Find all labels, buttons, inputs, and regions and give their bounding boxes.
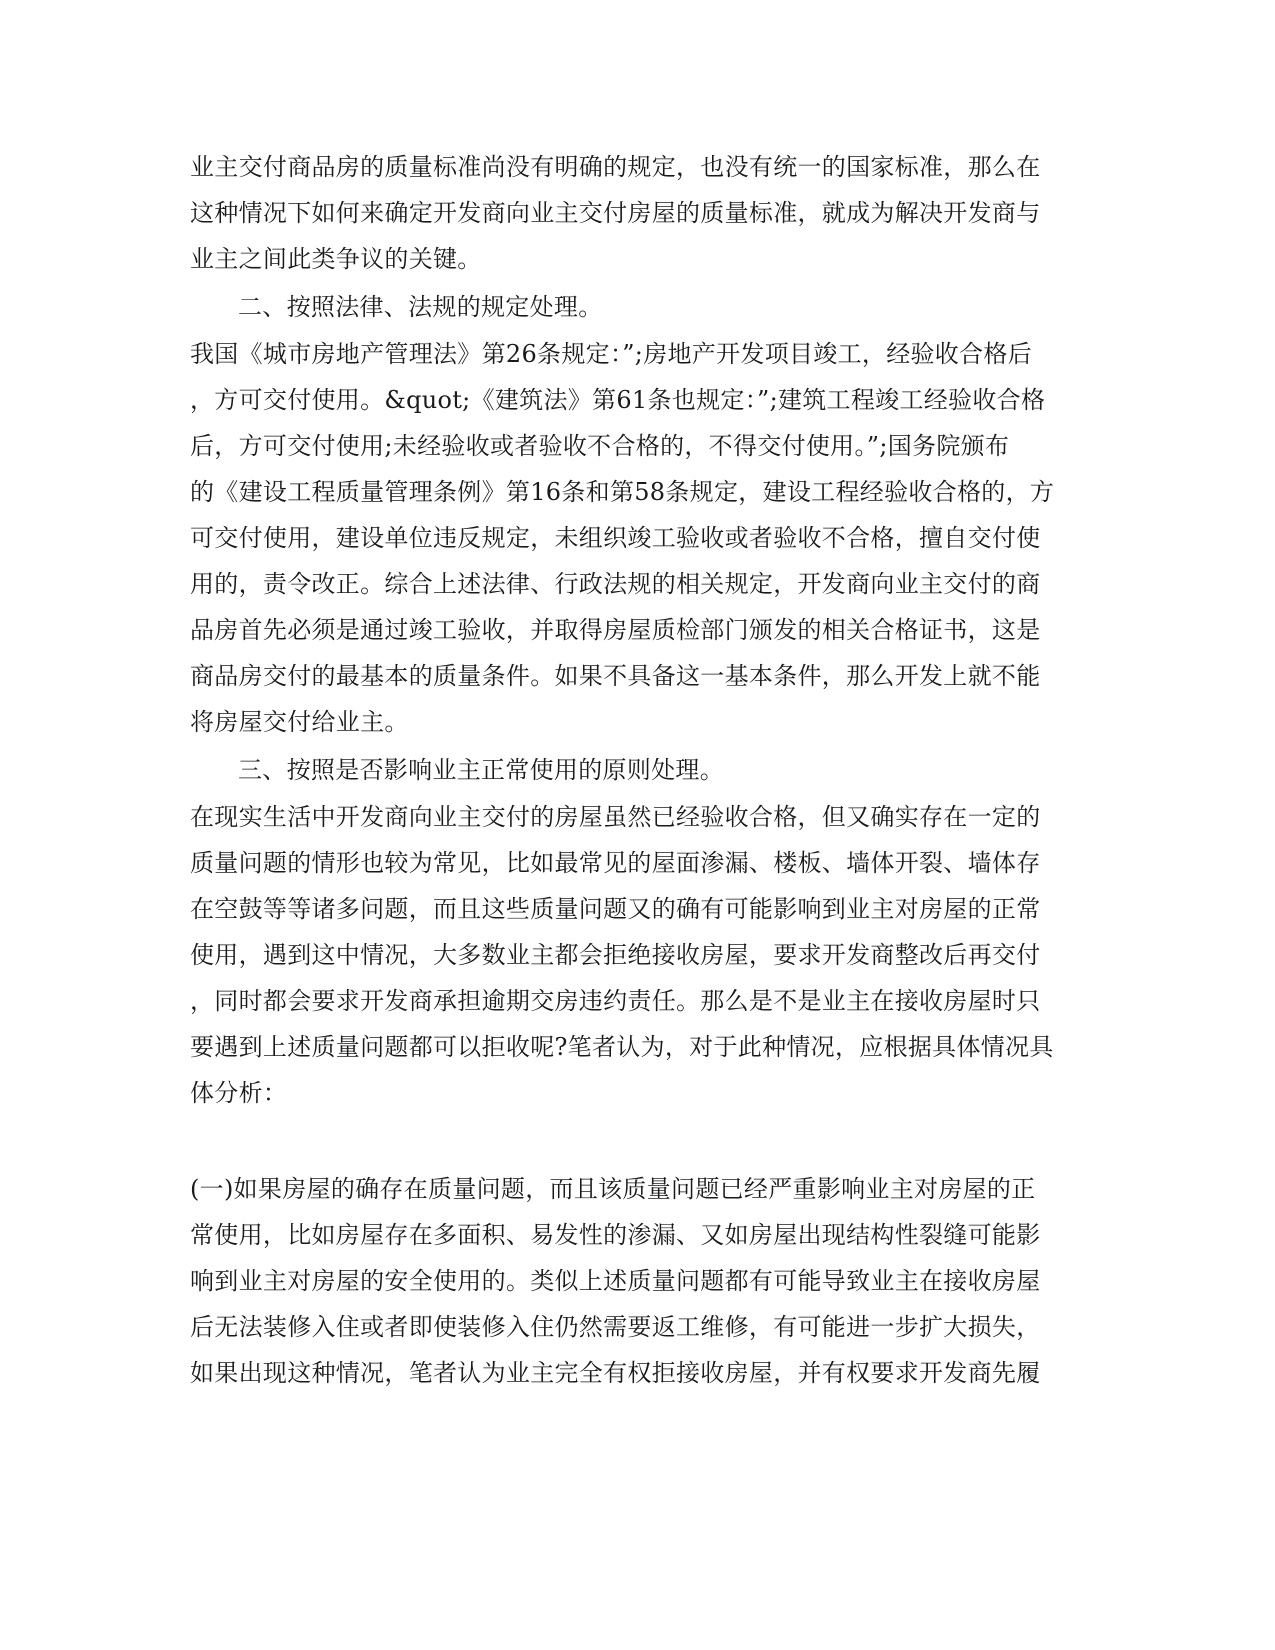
paragraph-line: (一)如果房屋的确存在质量问题，而且该质量问题已经严重影响业主对房屋的正 (190, 1175, 1036, 1203)
paragraph-line: 常使用，比如房屋存在多面积、易发性的渗漏、又如房屋出现结构性裂缝可能影 (190, 1221, 1041, 1249)
paragraph-line: 响到业主对房屋的安全使用的。类似上述质量问题都有可能导致业主在接收房屋 (190, 1267, 1041, 1295)
paragraph-line: 用的，责令改正。综合上述法律、行政法规的相关规定，开发商向业主交付的商 (190, 570, 1041, 598)
paragraph-line: ，方可交付使用。&quot;《建筑法》第61条也规定：”;建筑工程竣工经验收合格 (190, 386, 1046, 414)
paragraph-line: 后无法装修入住或者即使装修入住仍然需要返工维修，有可能进一步扩大损失， (190, 1313, 1041, 1341)
paragraph-line: 质量问题的情形也较为常见，比如最常见的屋面渗漏、楼板、墙体开裂、墙体存 (190, 849, 1041, 877)
paragraph-line: 的《建设工程质量管理条例》第16条和第58条规定，建设工程经验收合格的，方 (190, 478, 1055, 506)
paragraph-line: 可交付使用，建设单位违反规定，未组织竣工验收或者验收不合格，擅自交付使 (190, 524, 1041, 552)
paragraph-line: 这种情况下如何来确定开发商向业主交付房屋的质量标准，就成为解决开发商与 (190, 199, 1041, 227)
paragraph-line: 业主之间此类争议的关键。 (190, 245, 482, 273)
section-heading: 二、按照法律、法规的规定处理。 (238, 293, 603, 321)
paragraph-line: 后，方可交付使用;未经验收或者验收不合格的，不得交付使用。”;国务院颁布 (190, 432, 1010, 460)
paragraph-line: 将房屋交付给业主。 (190, 708, 409, 736)
paragraph-line: 商品房交付的最基本的质量条件。如果不具备这一基本条件，那么开发上就不能 (190, 662, 1041, 690)
paragraph-line: 在现实生活中开发商向业主交付的房屋虽然已经验收合格，但又确实存在一定的 (190, 803, 1041, 831)
paragraph-line: 在空鼓等等诸多问题，而且这些质量问题又的确有可能影响到业主对房屋的正常 (190, 895, 1041, 923)
paragraph-line: 体分析： (190, 1079, 288, 1107)
paragraph-line: 业主交付商品房的质量标准尚没有明确的规定，也没有统一的国家标准，那么在 (190, 153, 1041, 181)
section-heading: 三、按照是否影响业主正常使用的原则处理。 (238, 756, 724, 784)
paragraph-line: 如果出现这种情况，笔者认为业主完全有权拒接收房屋，并有权要求开发商先履 (190, 1359, 1041, 1387)
paragraph-line: 品房首先必须是通过竣工验收，并取得房屋质检部门颁发的相关合格证书，这是 (190, 616, 1041, 644)
paragraph-line: 要遇到上述质量问题都可以拒收呢?笔者认为，对于此种情况，应根据具体情况具 (190, 1033, 1054, 1061)
paragraph-line: 使用，遇到这中情况，大多数业主都会拒绝接收房屋，要求开发商整改后再交付 (190, 941, 1041, 969)
paragraph-line: ，同时都会要求开发商承担逾期交房违约责任。那么是不是业主在接收房屋时只 (190, 987, 1041, 1015)
paragraph-line: 我国《城市房地产管理法》第26条规定：”;房地产开发项目竣工，经验收合格后 (190, 340, 1032, 368)
